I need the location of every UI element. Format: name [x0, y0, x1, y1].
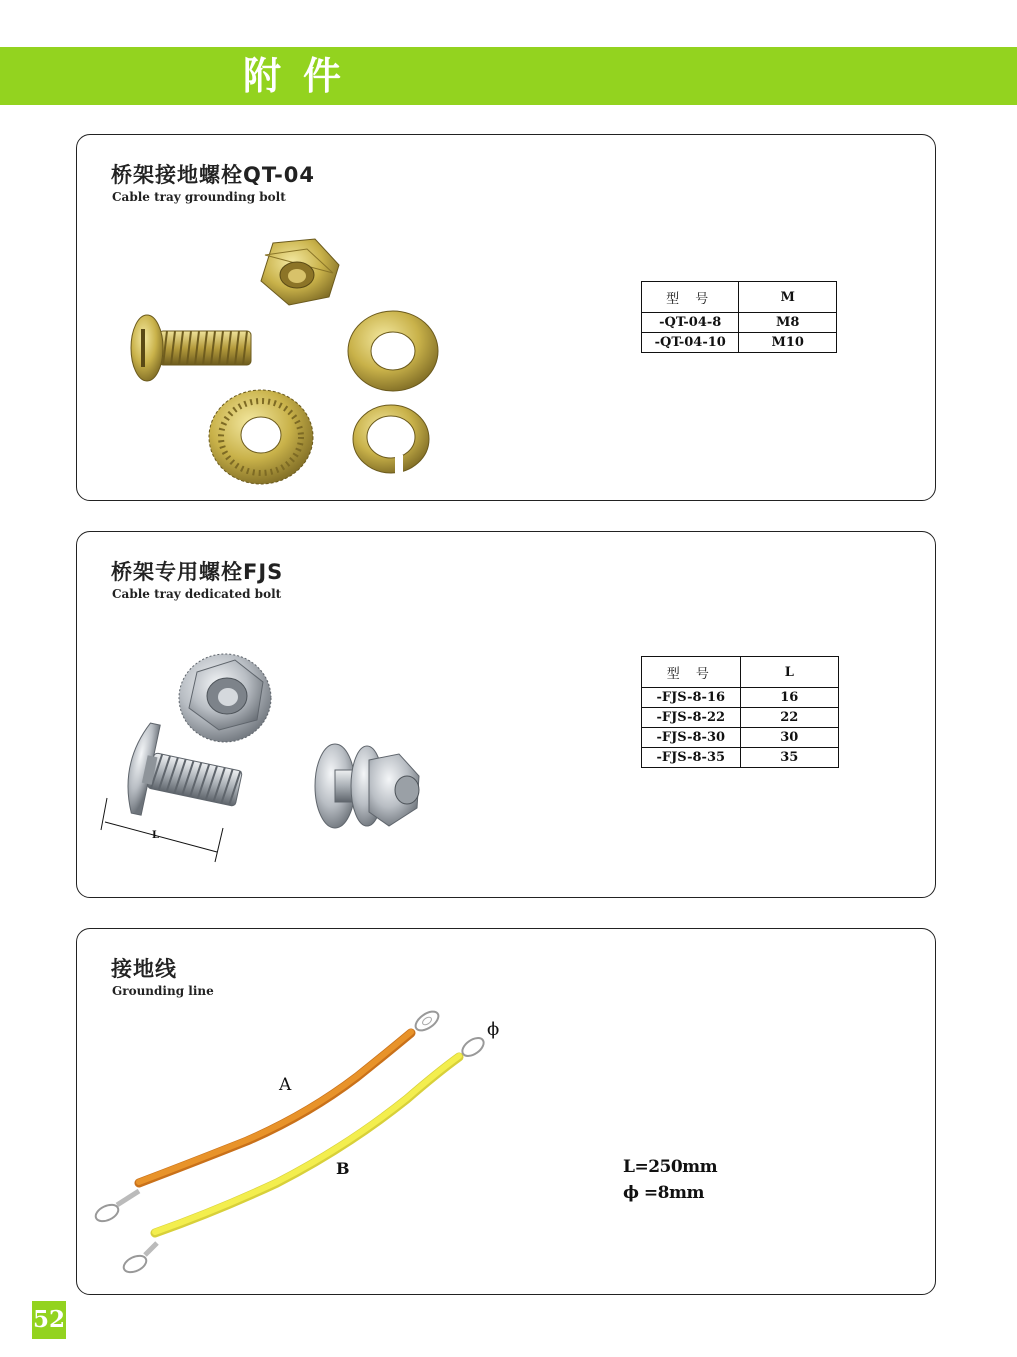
section-title: 桥架专用螺栓FJS: [111, 560, 284, 584]
dimension-label: L: [152, 830, 160, 841]
table-header-model: 型 号: [642, 282, 739, 313]
section-subtitle: Cable tray dedicated bolt: [112, 587, 282, 601]
hex-nut-icon: [261, 239, 339, 305]
table-header-size: M: [739, 282, 837, 313]
table-cell: 30: [740, 728, 838, 748]
page-title: 附件: [243, 54, 364, 98]
serrated-washer-icon: [209, 390, 313, 484]
table-cell: 22: [740, 708, 838, 728]
wire-b-label: B: [336, 1159, 350, 1178]
flat-washer-icon: [348, 311, 438, 391]
page-number: 52: [32, 1301, 66, 1339]
grounding-wire-illustration: [77, 929, 937, 1296]
table-cell: -QT-04-10: [642, 333, 739, 353]
bolt-icon: [131, 315, 251, 381]
table-header-length: L: [740, 657, 838, 688]
table-row: [642, 728, 839, 748]
table-cell: -FJS-8-35: [642, 748, 741, 768]
section-subtitle: Cable tray grounding bolt: [112, 190, 286, 204]
table-cell: -QT-04-8: [642, 313, 739, 333]
section-dedicated-bolt: [76, 531, 936, 898]
table-cell: 35: [740, 748, 838, 768]
diameter-spec: ϕ =8mm: [623, 1183, 704, 1203]
table-cell: M8: [739, 313, 837, 333]
section-subtitle: Grounding line: [112, 984, 214, 998]
flange-nut-icon: [179, 654, 271, 742]
section-grounding-line: [76, 928, 936, 1295]
table-row: [642, 313, 837, 333]
wire-b-icon: [121, 1034, 487, 1275]
section-grounding-bolt: [76, 134, 936, 501]
header-banner: [0, 47, 1017, 105]
spring-washer-icon: [353, 405, 429, 475]
spec-table: [641, 656, 839, 768]
table-row: [642, 748, 839, 768]
section-title: 桥架接地螺栓QT-04: [111, 163, 316, 187]
section-title: 接地线: [111, 957, 177, 981]
table-cell: -FJS-8-16: [642, 688, 741, 708]
table-cell: 16: [740, 688, 838, 708]
assembled-bolt-icon: [315, 744, 419, 828]
table-cell: -FJS-8-30: [642, 728, 741, 748]
table-cell: M10: [739, 333, 837, 353]
table-row: [642, 333, 837, 353]
wire-a-label: A: [279, 1075, 292, 1095]
diameter-symbol: ϕ: [487, 1019, 500, 1040]
table-row: [642, 688, 839, 708]
length-spec: L=250mm: [623, 1157, 718, 1177]
spec-table: [641, 281, 837, 353]
table-row: [642, 708, 839, 728]
table-cell: -FJS-8-22: [642, 708, 741, 728]
dimension-line: [101, 798, 223, 862]
table-header-model: 型 号: [642, 657, 741, 688]
